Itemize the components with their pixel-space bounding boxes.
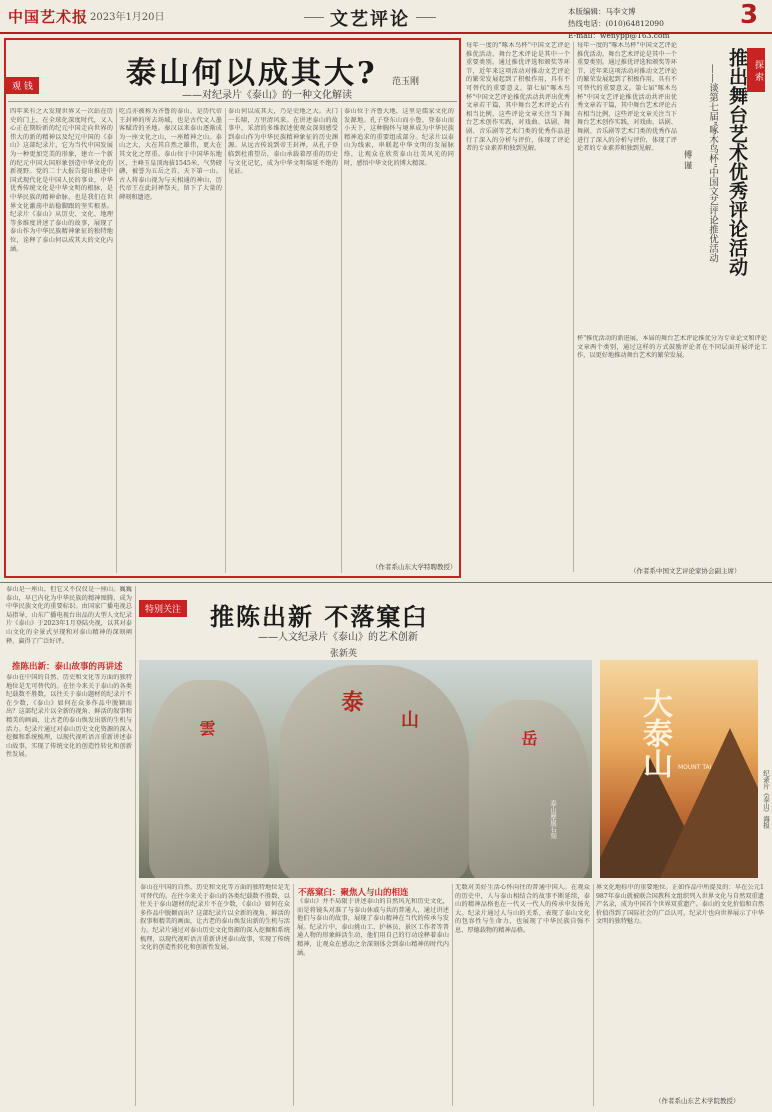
editor-info: [568, 6, 670, 42]
sidebar-body-1b: 每年一度的"啄木鸟杯"中国文艺评论推优活动，舞台艺术评论是其中一个重要类别。通过推优评选和颁奖等环节，近年来这项活动对推动文艺评论的繁荣发展起到了积极作用，具有不可替代的重要意义。第七届"啄木鸟杯"中国文艺评论推优活动共评出优秀文章若干篇，其中舞台艺术评论占有相当比例，这些评论文章关注当下舞台艺术创作实践，对戏曲、话剧、舞剧、音乐剧等艺术门类的优秀作品进行了深入的分析与评价，体现了评论者的专业素养和独到见解。: [577, 42, 677, 153]
masthead-divider: [0, 32, 772, 34]
issue-date: 2023年1月20日: [90, 12, 165, 23]
column-divider: [341, 108, 342, 573]
article2-subtitle: ——人文纪录片《泰山》的艺术创新: [258, 632, 418, 643]
article1-subtitle: ——对纪录片《泰山》的一种文化解读: [182, 90, 352, 101]
mountain-silhouette-icon: [660, 728, 758, 878]
sidebar-column-3: [577, 335, 767, 567]
article1-body-2: 吃点亦被称为齐鲁的泰山，是历代帝王封禅的所去场域，也是古代文人墨客赋诗的圣地。秦汉以来泰山逐渐成为一座文化之山，一座精神之山。泰山之大，大在其自然之雄伟，更大在其文化之厚重。泰山位于中国华东地区，主峰玉皇顶海拔1545米，气势磅礴，被誉为五岳之首、天下第一山。古人将泰山视为与天相通的神山，历代帝王在此封禅祭天，留下了大量的碑刻和遗迹。: [119, 108, 222, 201]
article2-column-3: [297, 898, 449, 1106]
stone-carving-icon: 岳: [519, 730, 538, 746]
photo-caption: 泰山摩崖石刻: [549, 800, 557, 839]
section-divider: [0, 582, 772, 583]
article2-section1-body-cont: 泰山在中国的自然、历史和文化等方面的独特地位是无可替代的。在往今来关于泰山的各类纪载数不胜数，以往关于泰山题材的纪录片不在少数，《泰山》如何在众多作品中脱颖而出？这部纪录片以全新的视角、鲜活的叙事和精美的画面，让古老的泰山焕发出新的生机与活力。纪录片通过对泰山历史文化资源的深入挖掘和系统梳理，以现代视听语言重新讲述泰山故事，实现了传统文化的创造性转化和创新性发展。: [140, 884, 290, 952]
article2-intro-text: 泰山是一座山，但它又不仅仅是一座山。巍巍泰山，早已内化为中华民族的精神图腾，成为中华民族文化的重要标识。由国家广播电视总局指导、山东广播电视台出品的大型人文纪录片《泰山》于2023年1月登陆央视，以其对泰山文化的全景式呈现和对泰山精神的深刻阐释，赢得了广泛好评。: [6, 586, 132, 645]
article2-tag: 特别关注: [139, 600, 187, 617]
article2-section1-body: 泰山在中国的自然、历史和文化等方面的独特地位是无可替代的。在往今来关于泰山的各类纪载数不胜数，以往关于泰山题材的纪录片不在少数，《泰山》如何在众多作品中脱颖而出？这部纪录片以全新的视角、鲜活的叙事和精美的画面，让古老的泰山焕发出新的生机与活力。纪录片通过对泰山历史文化资源的深入挖掘和系统梳理，以现代视听语言重新讲述泰山故事，实现了传统文化的创造性转化和创新性发展。: [6, 674, 132, 759]
sidebar-author: 傅 谨: [682, 150, 692, 170]
article2-column4-body: 界文化地标中的重要地位。正如作品中所提及的：早在公元1987年泰山就被联合国教科文组织列入世界文化与自然双重遗产名录，成为中国首个世界双重遗产。泰山的文化价值和自然价值得到了国际社会的广泛认可，纪录片也向世界展示了中华文明的独特魅力。: [596, 884, 764, 926]
article2-section1-title: 推陈出新：泰山故事的再讲述: [12, 662, 123, 672]
article2-author: 张新英: [330, 649, 358, 659]
article1-body-4: 泰山位于齐鲁大地，这里是儒家文化的发源地。孔子登东山而小鲁，登泰山而小天下，这种胸怀与境界成为中华民族精神追求的重要组成部分。纪录片以泰山为线索，串联起中华文明的发展脉络，让观众在欣赏泰山壮美风光的同时，感悟中华文化的博大精深。: [344, 108, 454, 167]
sidebar-subtitle: ——谈第七届"啄木鸟杯"中国文艺评论推优活动: [707, 64, 718, 263]
article2-author-note: （作者系山东艺术学院教授）: [655, 1097, 740, 1105]
article1-column-1: [10, 108, 113, 573]
sidebar-column-1: [466, 42, 570, 572]
sidebar-tag: 探 索: [747, 48, 765, 92]
stone-carving-icon: 雲: [197, 720, 216, 736]
poster-title: 大泰山: [637, 688, 672, 778]
article1-column-2: [119, 108, 222, 573]
editor-name: 本版编辑：马李文博: [568, 7, 636, 16]
newspaper-logo: 中国艺术报: [8, 8, 89, 26]
article1-column-3: [228, 108, 338, 573]
article2-column-1: [6, 674, 132, 1106]
article2-intro: [6, 586, 132, 656]
article2-title: 推陈出新 不落窠臼: [210, 602, 429, 631]
mount-tai-inscription-photo: [139, 660, 592, 878]
article1-author: 范玉刚: [392, 77, 420, 87]
article2-section2-title: 不落窠臼：聚焦人与山的相连: [298, 888, 409, 898]
column-divider: [452, 884, 453, 1106]
poster-caption: 纪录片《泰山》海报: [762, 770, 770, 829]
article1-title: 泰山何以成其大?: [126, 56, 378, 91]
article1-title-rule: [8, 101, 457, 102]
article2-column3-body: 无数对美好生活心怀向往的普通中国人。在观众的历史中，人与泰山相结合的故事不断延续，泰山的精神品格也在一代又一代人的传承中发扬光大。纪录片通过人与山的关系，表现了泰山文化的包容性与生命力，也展现了中华民族自强不息、厚德载物的精神品格。: [455, 884, 590, 934]
column-divider: [135, 586, 136, 1106]
rock-face: [279, 665, 469, 878]
sidebar-title: 推出舞台艺术优秀评论活动: [726, 48, 748, 276]
sidebar-column-2: [577, 42, 677, 327]
rock-face: [149, 680, 269, 878]
rock-face: [469, 700, 589, 878]
poster-english-title: MOUNT TAI: [678, 764, 712, 771]
article2-section2-body: 《泰山》并不局限于讲述泰山的自然风光和历史文化，而是将镜头对准了与泰山休戚与共的普通人，通过讲述他们与泰山的故事，展现了泰山精神在当代的传承与发展。纪录片中，泰山挑山工、护林员、景区工作者等普通人物的形象鲜活生动，他们用自己的行动诠释着泰山精神，让观众在感动之余深刻体会到泰山精神的时代内涵。: [297, 898, 449, 957]
article1-column-4: [344, 108, 454, 560]
article2-column-4: [455, 884, 590, 1106]
column-divider: [116, 108, 117, 573]
article2-column-2: [140, 884, 290, 1106]
stone-carving-icon: 泰: [338, 690, 364, 712]
column-divider: [225, 108, 226, 573]
article1-tag: 观 钱: [6, 77, 39, 94]
article1-body-3: 泰山何以成其大，乃是史地之大。天门一长啸，万里清风来。在讲述泰山的故事中，采清的多维叙述使观众深刻感受到泰山作为中华民族精神象征的历史渊源。从远古传说到帝王封禅，从孔子登临到杜甫望岳，泰山承载着厚重的历史与文化记忆，成为中华文明绵延不绝的见证。: [228, 108, 338, 176]
section-title: 文艺评论: [330, 5, 410, 31]
column-divider: [573, 42, 574, 572]
page-number: 3: [740, 0, 759, 30]
hotline-phone: 热线电话：(010)64812090: [568, 19, 664, 28]
article1-body-1: 四年来有之大发现世界又一次站在历史的门上，在全球化深度时代，又人心正在期盼新的纪元中国走向世界的伟大的新的精神以及纪元中国的《泰山》这部纪录片，它为当代中国发展为一种更加完美的形象，建立一个新的纪元中国大国形象创造中华文化的新视野。党的二十大报告提出推进中国式现代化是中国人民的事业，中华优秀传统文化是中华文明的根脉，是中华民族的精神命脉，也是我们在世界文化激荡中站稳脚跟的坚实根基。纪录片《泰山》从历史、文化、地理等多维度讲述了泰山的故事，展现了泰山作为中华民族精神象征的独特地位，诠释了泰山何以成其大的文化内涵。: [10, 108, 113, 253]
article1-author-note: （作者系山东大学特聘教授）: [372, 563, 457, 571]
article2-column-5: [596, 884, 764, 1092]
stone-carving-icon: 山: [398, 710, 419, 728]
editor-email: E-mail：wenypp@163.com: [568, 31, 670, 40]
documentary-poster: [600, 660, 758, 878]
sidebar-author-note: （作者系中国文艺评论家协会副主席）: [630, 567, 741, 575]
sidebar-body-1: 每年一度的"啄木鸟杯"中国文艺评论推优活动，舞台艺术评论是其中一个重要类别。通过推优评选和颁奖等环节，近年来这项活动对推动文艺评论的繁荣发展起到了积极作用，具有不可替代的重要意义。第七届"啄木鸟杯"中国文艺评论推优活动共评出优秀文章若干篇，其中舞台艺术评论占有相当比例，这些评论文章关注当下舞台艺术创作实践，对戏曲、话剧、舞剧、音乐剧等艺术门类的优秀作品进行了深入的分析与评价，体现了评论者的专业素养和独到见解。: [466, 42, 570, 153]
column-divider: [293, 884, 294, 1106]
column-divider: [593, 884, 594, 1106]
sidebar-body-2: 杯"推优活动的新进展，本届的舞台艺术评论推优分为专业论文和评论文章两个类别，通过这样的方式鼓励评论者在不同层面开展评论工作，以更好地推动舞台艺术的繁荣发展。: [577, 335, 767, 360]
